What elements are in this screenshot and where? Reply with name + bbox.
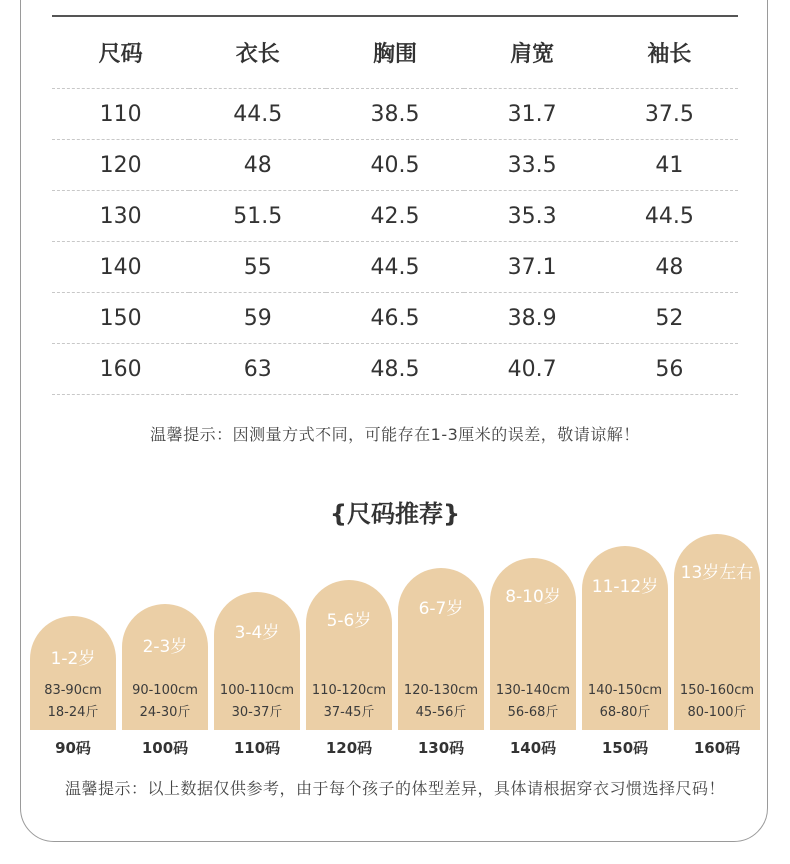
- table-cell: 150: [52, 293, 189, 344]
- table-cell: 33.5: [464, 140, 601, 191]
- card-height-range: 110-120cm: [311, 683, 387, 698]
- table-cell: 140: [52, 242, 189, 293]
- table-cell: 37.5: [601, 89, 738, 140]
- size-card: [674, 534, 760, 730]
- card-age: 2-3岁: [142, 637, 188, 657]
- card-size-label: 160码: [693, 739, 741, 757]
- table-cell: 52: [601, 293, 738, 344]
- table-cell: 35.3: [464, 191, 601, 242]
- card-height-range: 130-140cm: [495, 683, 571, 698]
- card-size-label: 130码: [417, 739, 465, 757]
- card-age: 8-10岁: [505, 587, 561, 607]
- measurement-note: 温馨提示：因测量方式不同，可能存在1-3厘米的误差，敬请谅解！: [150, 425, 640, 444]
- card-weight-range: 37-45斤: [323, 705, 375, 720]
- card-age: 3-4岁: [234, 623, 280, 643]
- table-cell: 44.5: [189, 89, 326, 140]
- table-cell: 48: [189, 140, 326, 191]
- table-cell: 130: [52, 191, 189, 242]
- card-size-label: 110码: [233, 739, 281, 757]
- table-cell: 59: [189, 293, 326, 344]
- card-age: 1-2岁: [50, 649, 96, 669]
- card-weight-range: 30-37斤: [231, 705, 283, 720]
- card-weight-range: 24-30斤: [139, 705, 191, 720]
- card-weight-range: 45-56斤: [415, 705, 467, 720]
- card-height-range: 120-130cm: [403, 683, 479, 698]
- table-cell: 37.1: [464, 242, 601, 293]
- card-weight-range: 56-68斤: [507, 705, 559, 720]
- card-age: 11-12岁: [591, 577, 659, 597]
- size-card: [214, 592, 300, 730]
- table-cell: 38.9: [464, 293, 601, 344]
- table-cell: 44.5: [601, 191, 738, 242]
- card-height-range: 100-110cm: [219, 683, 295, 698]
- card-size-label: 100码: [141, 739, 189, 757]
- header-chest: 胸围: [326, 17, 463, 89]
- table-cell: 31.7: [464, 89, 601, 140]
- card-weight-range: 80-100斤: [687, 705, 747, 720]
- card-height-range: 83-90cm: [44, 683, 102, 698]
- header-length: 衣长: [189, 17, 326, 89]
- recommend-title: {尺码推荐}: [329, 500, 461, 528]
- size-card: [30, 616, 116, 730]
- size-card: [306, 580, 392, 730]
- card-weight-range: 18-24斤: [47, 705, 99, 720]
- size-card: [490, 558, 576, 730]
- card-height-range: 90-100cm: [132, 683, 198, 698]
- card-age: 5-6岁: [326, 611, 372, 631]
- table-cell: 48: [601, 242, 738, 293]
- table-cell: 40.7: [464, 344, 601, 395]
- card-age: 6-7岁: [418, 599, 464, 619]
- table-cell: 41: [601, 140, 738, 191]
- table-cell: 51.5: [189, 191, 326, 242]
- card-height-range: 140-150cm: [587, 683, 663, 698]
- header-size: 尺码: [52, 17, 189, 89]
- table-cell: 160: [52, 344, 189, 395]
- card-size-label: 120码: [325, 739, 373, 757]
- table-cell: 44.5: [326, 242, 463, 293]
- table-cell: 40.5: [326, 140, 463, 191]
- card-height-range: 150-160cm: [679, 683, 755, 698]
- table-cell: 38.5: [326, 89, 463, 140]
- header-sleeve: 袖长: [601, 17, 738, 89]
- table-cell: 55: [189, 242, 326, 293]
- recommendation-note: 温馨提示：以上数据仅供参考，由于每个孩子的体型差异，具体请根据穿衣习惯选择尺码！: [64, 779, 725, 798]
- card-size-label: 90码: [55, 739, 91, 757]
- table-cell: 46.5: [326, 293, 463, 344]
- header-shoulder: 肩宽: [464, 17, 601, 89]
- size-card: [122, 604, 208, 730]
- size-card: [398, 568, 484, 730]
- table-cell: 110: [52, 89, 189, 140]
- card-size-label: 150码: [601, 739, 649, 757]
- table-cell: 120: [52, 140, 189, 191]
- card-weight-range: 68-80斤: [599, 705, 651, 720]
- card-age: 13岁左右: [680, 563, 754, 583]
- table-cell: 56: [601, 344, 738, 395]
- table-cell: 63: [189, 344, 326, 395]
- table-cell: 48.5: [326, 344, 463, 395]
- card-size-label: 140码: [509, 739, 557, 757]
- table-cell: 42.5: [326, 191, 463, 242]
- size-card: [582, 546, 668, 730]
